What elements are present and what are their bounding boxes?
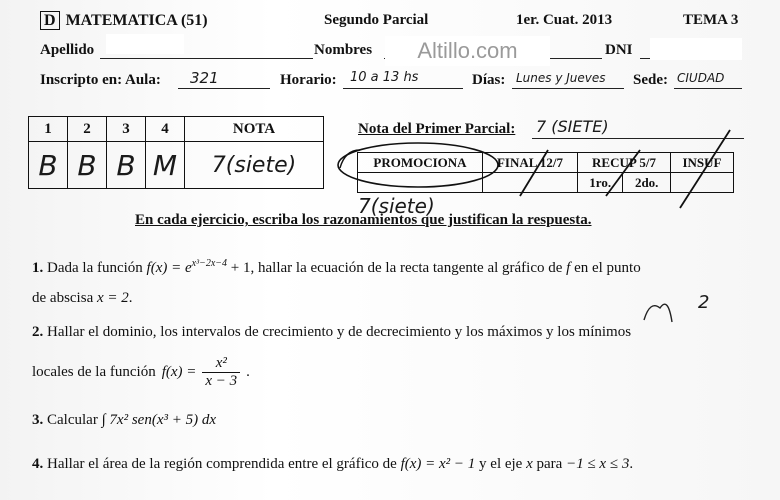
- exercise-1-text-b: , hallar la ecuación de la recta tangente al gráfico de: [250, 260, 563, 276]
- apellido-label: Apellido: [40, 42, 95, 58]
- nombres-label: Nombres: [314, 42, 373, 58]
- first-exam-label: Nota del Primer Parcial:: [358, 121, 516, 137]
- exercise-4-function: f(x) = x² − 1: [400, 456, 476, 472]
- exercise-4-number: 4.: [32, 456, 44, 472]
- exercise-4-text-c: para: [536, 456, 563, 472]
- grade-header-nota: NOTA: [185, 117, 324, 142]
- grade-value-1: B: [29, 142, 68, 189]
- exercise-1-function: f(x) = e: [146, 260, 192, 276]
- grade-header-2: 2: [68, 117, 107, 142]
- promo-sub-1ro: 1ro.: [578, 173, 623, 193]
- exercise-2-line-2: [32, 355, 250, 390]
- exercise-4-range: −1 ≤ x ≤ 3: [566, 456, 630, 472]
- exam-title: Segundo Parcial: [324, 12, 429, 28]
- exercise-3-line: [32, 412, 216, 429]
- exercise-1-number: 1.: [32, 260, 44, 276]
- margin-scribble: [644, 304, 672, 322]
- exercise-2-fraction: [202, 355, 240, 390]
- watermark-logo: Altillo.com: [385, 36, 550, 66]
- dni-label: DNI: [605, 42, 633, 58]
- aula-value: 321: [190, 69, 219, 87]
- exercise-2-text-a: Hallar el dominio, los intervalos de crecimiento y de decrecimiento y los máximos y los mínimos: [47, 324, 632, 340]
- circle-tail-mark: [340, 150, 360, 168]
- promo-header-recup: RECUP 5/7: [578, 153, 671, 173]
- exercise-4-line: [32, 456, 633, 473]
- instruction-text: En cada ejercicio, escriba los razonamientos que justifican la respuesta.: [135, 212, 592, 228]
- grade-value-nota: 7(siete): [185, 142, 324, 189]
- strike-insuf: [680, 130, 730, 208]
- sede-value: CIUDAD: [677, 71, 725, 85]
- strike-final: [520, 150, 548, 196]
- promo-header-promociona: PROMOCIONA: [358, 153, 483, 173]
- grade-header-3: 3: [107, 117, 146, 142]
- code-letter-box: D: [40, 11, 60, 30]
- exercise-4-period: .: [629, 456, 634, 472]
- margin-note: 2: [698, 292, 710, 313]
- exercise-1-plus-one: + 1: [230, 260, 251, 276]
- exercise-1-exponent: x³−2x−4: [191, 258, 228, 269]
- exercise-4-x: x: [526, 456, 533, 472]
- exercise-3-number: 3.: [32, 412, 44, 428]
- dias-label: Días:: [472, 72, 506, 88]
- exercise-2-period: .: [246, 364, 250, 380]
- exercise-1-text-c: en el punto: [574, 260, 641, 276]
- exercise-2-number: 2.: [32, 324, 44, 340]
- exercise-1-f: f: [566, 260, 571, 276]
- promo-header-insuf: INSUF: [671, 153, 734, 173]
- exercise-1-period: .: [128, 290, 133, 306]
- exercise-4-text-a: Hallar el área de la región comprendida entre el gráfico de: [47, 456, 397, 472]
- grade-value-4: M: [146, 142, 185, 189]
- subject-title: MATEMATICA (51): [65, 12, 208, 29]
- exercise-3-integral: ∫ 7x² sen(x³ + 5) dx: [101, 412, 216, 428]
- grade-header-4: 4: [146, 117, 185, 142]
- promociona-circle: [338, 143, 498, 187]
- exercise-1-condition: x = 2: [96, 290, 129, 306]
- dias-value: Lunes y Jueves: [516, 71, 606, 85]
- exercise-1-line-1: [32, 258, 641, 277]
- grade-value-3: B: [107, 142, 146, 189]
- promo-header-final: FINAL 12/7: [483, 153, 578, 173]
- exercise-2-text-b: locales de la función: [32, 364, 156, 380]
- term-label: 1er. Cuat. 2013: [516, 12, 613, 28]
- exercise-2-numerator: x²: [202, 355, 240, 373]
- exercise-2-denominator: x − 3: [205, 373, 238, 389]
- exercise-3-text: Calcular: [47, 412, 98, 428]
- promo-sub-2do: 2do.: [623, 173, 671, 193]
- promo-handwritten-grade: 7(siete): [358, 194, 435, 218]
- exercise-2-function: f(x) =: [161, 364, 197, 380]
- exercise-2-line-1: [32, 324, 631, 341]
- horario-value: 10 a 13 hs: [350, 70, 419, 85]
- exercise-1-text-d: de abscisa: [32, 290, 94, 306]
- exercise-4-text-b: y el eje: [479, 456, 523, 472]
- exercise-1-text-a: Dada la función: [47, 260, 143, 276]
- grade-value-2: B: [68, 142, 107, 189]
- grade-header-1: 1: [29, 117, 68, 142]
- first-exam-value: 7 (SIETE): [536, 117, 609, 136]
- exercise-1-line-2: [32, 290, 133, 307]
- sede-label: Sede:: [633, 72, 668, 88]
- version-label: TEMA 3: [683, 12, 739, 28]
- strike-recup: [606, 150, 640, 196]
- horario-label: Horario:: [280, 72, 337, 88]
- inscripto-label: Inscripto en: Aula:: [40, 72, 161, 88]
